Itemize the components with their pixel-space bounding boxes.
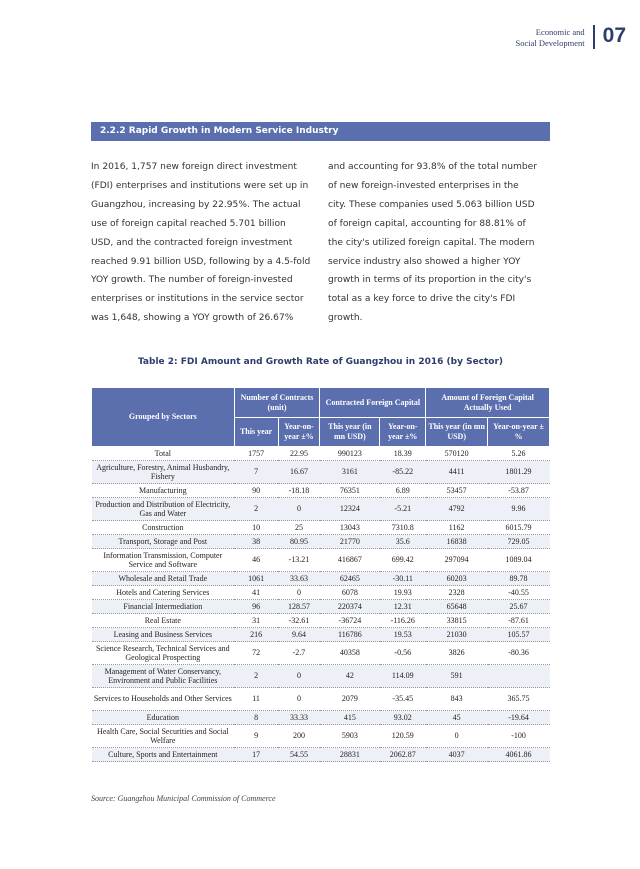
value-cell: 2 bbox=[234, 498, 278, 521]
value-cell: 114.09 bbox=[380, 665, 426, 688]
table-row bbox=[92, 628, 550, 642]
page-number: 07 bbox=[602, 24, 626, 47]
value-cell: -2.7 bbox=[278, 642, 320, 665]
value-cell: 72 bbox=[234, 642, 278, 665]
table-row bbox=[92, 498, 550, 521]
value-cell: -53.87 bbox=[488, 484, 550, 498]
value-cell: 570120 bbox=[426, 447, 488, 461]
value-cell: 33.63 bbox=[278, 572, 320, 586]
value-cell: 21770 bbox=[320, 535, 380, 549]
table-row bbox=[92, 572, 550, 586]
subheader: This year (in mn USD) bbox=[426, 418, 488, 447]
chapter-label-line2: Social Development bbox=[515, 38, 585, 48]
sector-cell: Education bbox=[92, 711, 235, 725]
section-title: 2.2.2 Rapid Growth in Modern Service Industry bbox=[91, 122, 550, 141]
value-cell bbox=[488, 665, 550, 688]
value-cell: 415 bbox=[320, 711, 380, 725]
value-cell: 990123 bbox=[320, 447, 380, 461]
value-cell: 297094 bbox=[426, 549, 488, 572]
value-cell: 2328 bbox=[426, 586, 488, 600]
value-cell: 0 bbox=[278, 586, 320, 600]
subheader: This year (in mn USD) bbox=[320, 418, 380, 447]
header-number-of-contracts: Number of Contracts (unit) bbox=[234, 388, 320, 418]
table-row bbox=[92, 748, 550, 762]
table-row bbox=[92, 600, 550, 614]
value-cell: 93.02 bbox=[380, 711, 426, 725]
value-cell: 5903 bbox=[320, 725, 380, 748]
table-row bbox=[92, 461, 550, 484]
value-cell: 2062.87 bbox=[380, 748, 426, 762]
sector-cell: Health Care, Social Securities and Social Welfare bbox=[92, 725, 235, 748]
value-cell: 591 bbox=[426, 665, 488, 688]
value-cell: 65648 bbox=[426, 600, 488, 614]
body-line: use of foreign capital reached 5.701 billion bbox=[91, 218, 286, 229]
body-line: the city's utilized foreign capital. The modern bbox=[328, 237, 535, 248]
table-row bbox=[92, 665, 550, 688]
value-cell: 1162 bbox=[426, 521, 488, 535]
value-cell: 33815 bbox=[426, 614, 488, 628]
table-row bbox=[92, 688, 550, 711]
value-cell: 200 bbox=[278, 725, 320, 748]
body-text-right bbox=[328, 158, 550, 328]
value-cell: 4792 bbox=[426, 498, 488, 521]
table-row bbox=[92, 725, 550, 748]
body-text-left bbox=[91, 158, 313, 328]
value-cell: 116786 bbox=[320, 628, 380, 642]
body-line: and accounting for 93.8% of the total number bbox=[328, 162, 538, 172]
value-cell: 12324 bbox=[320, 498, 380, 521]
value-cell: 120.59 bbox=[380, 725, 426, 748]
value-cell: 220374 bbox=[320, 600, 380, 614]
value-cell: 42 bbox=[320, 665, 380, 688]
body-line: service industry also showed a higher YOY bbox=[328, 256, 521, 267]
table-row bbox=[92, 711, 550, 725]
value-cell: 21030 bbox=[426, 628, 488, 642]
body-line: was 1,648, showing a YOY growth of 26.67% bbox=[91, 313, 294, 324]
value-cell: 54.55 bbox=[278, 748, 320, 762]
value-cell: 0 bbox=[278, 688, 320, 711]
sector-cell: Leasing and Business Services bbox=[92, 628, 235, 642]
table-row bbox=[92, 642, 550, 665]
subheader: Year-on-year ±% bbox=[488, 418, 550, 447]
value-cell: 53457 bbox=[426, 484, 488, 498]
body-line: (FDI) enterprises and institutions were set up in bbox=[91, 180, 309, 191]
header-divider bbox=[593, 25, 595, 49]
value-cell: -116.26 bbox=[380, 614, 426, 628]
body-line: YOY growth. The number of foreign-invested bbox=[91, 275, 293, 286]
header-contracted-foreign-capital: Contracted Foreign Capital bbox=[320, 388, 426, 418]
sector-cell: Information Transmission, Computer Service and Software bbox=[92, 549, 235, 572]
value-cell: 128.57 bbox=[278, 600, 320, 614]
value-cell: 90 bbox=[234, 484, 278, 498]
value-cell: 16.67 bbox=[278, 461, 320, 484]
value-cell: 11 bbox=[234, 688, 278, 711]
value-cell: -5.21 bbox=[380, 498, 426, 521]
value-cell: 1757 bbox=[234, 447, 278, 461]
subheader: This year bbox=[234, 418, 278, 447]
value-cell: 46 bbox=[234, 549, 278, 572]
sector-cell: Production and Distribution of Electricity, Gas and Water bbox=[92, 498, 235, 521]
value-cell: -32.61 bbox=[278, 614, 320, 628]
value-cell: -30.11 bbox=[380, 572, 426, 586]
body-line: USD, and the contracted foreign investment bbox=[91, 237, 293, 248]
value-cell: 45 bbox=[426, 711, 488, 725]
chapter-label-line1: Economic and bbox=[535, 27, 585, 37]
value-cell: -19.64 bbox=[488, 711, 550, 725]
value-cell: 1089.04 bbox=[488, 549, 550, 572]
value-cell: 843 bbox=[426, 688, 488, 711]
value-cell: 60203 bbox=[426, 572, 488, 586]
value-cell: 416867 bbox=[320, 549, 380, 572]
value-cell: -40.55 bbox=[488, 586, 550, 600]
body-line: total as a key force to drive the city's FDI bbox=[328, 294, 516, 305]
value-cell: 729.05 bbox=[488, 535, 550, 549]
value-cell: 38 bbox=[234, 535, 278, 549]
subheader: Year-on-year ±% bbox=[380, 418, 426, 447]
table-row bbox=[92, 484, 550, 498]
header-grouped-by-sectors: Grouped by Sectors bbox=[92, 388, 235, 447]
value-cell: -85.22 bbox=[380, 461, 426, 484]
value-cell: 5.26 bbox=[488, 447, 550, 461]
value-cell: 76351 bbox=[320, 484, 380, 498]
value-cell: 0 bbox=[278, 665, 320, 688]
value-cell: -35.45 bbox=[380, 688, 426, 711]
value-cell: 19.93 bbox=[380, 586, 426, 600]
table-row bbox=[92, 614, 550, 628]
value-cell: 1801.29 bbox=[488, 461, 550, 484]
table-title: Table 2: FDI Amount and Growth Rate of Guangzhou in 2016 (by Sector) bbox=[137, 357, 504, 367]
value-cell: 699.42 bbox=[380, 549, 426, 572]
value-cell: 9 bbox=[234, 725, 278, 748]
value-cell: 0 bbox=[426, 725, 488, 748]
chapter-label bbox=[515, 27, 584, 49]
body-line: of new foreign-invested enterprises in the bbox=[328, 180, 519, 191]
body-line: enterprises or institutions in the service sector bbox=[91, 294, 304, 305]
value-cell: 25 bbox=[278, 521, 320, 535]
sector-cell: Transport, Storage and Post bbox=[92, 535, 235, 549]
value-cell: 28831 bbox=[320, 748, 380, 762]
fdi-table bbox=[91, 387, 550, 762]
value-cell: 1061 bbox=[234, 572, 278, 586]
value-cell: 80.95 bbox=[278, 535, 320, 549]
body-line: growth. bbox=[328, 313, 363, 324]
table-row bbox=[92, 447, 550, 461]
body-line: city. These companies used 5.063 billion USD bbox=[328, 199, 535, 210]
value-cell: 62465 bbox=[320, 572, 380, 586]
value-cell: 13043 bbox=[320, 521, 380, 535]
value-cell: 18.39 bbox=[380, 447, 426, 461]
value-cell: 25.67 bbox=[488, 600, 550, 614]
value-cell: 33.33 bbox=[278, 711, 320, 725]
table-body bbox=[92, 447, 550, 762]
value-cell: 216 bbox=[234, 628, 278, 642]
value-cell: 12.31 bbox=[380, 600, 426, 614]
value-cell: -13.21 bbox=[278, 549, 320, 572]
value-cell: 10 bbox=[234, 521, 278, 535]
sector-cell: Science Research, Technical Services and Geological Prospecting bbox=[92, 642, 235, 665]
value-cell: 8 bbox=[234, 711, 278, 725]
value-cell: 96 bbox=[234, 600, 278, 614]
value-cell: -18.18 bbox=[278, 484, 320, 498]
value-cell: -87.61 bbox=[488, 614, 550, 628]
sector-cell: Agriculture, Forestry, Animal Husbandry, Fishery bbox=[92, 461, 235, 484]
value-cell: 2 bbox=[234, 665, 278, 688]
sector-cell: Real Estate bbox=[92, 614, 235, 628]
value-cell: 19.53 bbox=[380, 628, 426, 642]
table-row bbox=[92, 521, 550, 535]
value-cell: 6078 bbox=[320, 586, 380, 600]
value-cell: 89.78 bbox=[488, 572, 550, 586]
value-cell: 2079 bbox=[320, 688, 380, 711]
sector-cell: Culture, Sports and Entertainment bbox=[92, 748, 235, 762]
value-cell: -0.56 bbox=[380, 642, 426, 665]
sector-cell: Wholesale and Retail Trade bbox=[92, 572, 235, 586]
body-line: growth in terms of its proportion in the city's bbox=[328, 275, 532, 286]
value-cell: 9.64 bbox=[278, 628, 320, 642]
value-cell: 7310.8 bbox=[380, 521, 426, 535]
header-foreign-capital-used: Amount of Foreign Capital Actually Used bbox=[426, 388, 550, 418]
value-cell: 41 bbox=[234, 586, 278, 600]
value-cell: 4037 bbox=[426, 748, 488, 762]
value-cell: 105.57 bbox=[488, 628, 550, 642]
value-cell: 31 bbox=[234, 614, 278, 628]
value-cell: 17 bbox=[234, 748, 278, 762]
body-line: Guangzhou, increasing by 22.95%. The actual bbox=[91, 199, 301, 210]
value-cell: 365.75 bbox=[488, 688, 550, 711]
value-cell: 40358 bbox=[320, 642, 380, 665]
value-cell: 35.6 bbox=[380, 535, 426, 549]
value-cell: -100 bbox=[488, 725, 550, 748]
source-note: Source: Guangzhou Municipal Commission of Commerce bbox=[91, 794, 276, 803]
value-cell: 0 bbox=[278, 498, 320, 521]
sector-cell: Construction bbox=[92, 521, 235, 535]
value-cell: 6015.79 bbox=[488, 521, 550, 535]
sector-cell: Hotels and Catering Services bbox=[92, 586, 235, 600]
body-line: of foreign capital, accounting for 88.81% of bbox=[328, 218, 526, 229]
sector-cell: Total bbox=[92, 447, 235, 461]
value-cell: 9.96 bbox=[488, 498, 550, 521]
value-cell: 7 bbox=[234, 461, 278, 484]
sector-cell: Services to Households and Other Services bbox=[92, 688, 235, 711]
value-cell: 3161 bbox=[320, 461, 380, 484]
value-cell: 16838 bbox=[426, 535, 488, 549]
body-line: In 2016, 1,757 new foreign direct investment bbox=[91, 162, 297, 172]
value-cell: 22.95 bbox=[278, 447, 320, 461]
sector-cell: Manufacturing bbox=[92, 484, 235, 498]
sector-cell: Management of Water Conservancy, Environment and Public Facilities bbox=[92, 665, 235, 688]
table-row bbox=[92, 549, 550, 572]
table-row bbox=[92, 586, 550, 600]
value-cell: -80.36 bbox=[488, 642, 550, 665]
page-header bbox=[515, 22, 626, 50]
value-cell: 4411 bbox=[426, 461, 488, 484]
sector-cell: Financial Intermediation bbox=[92, 600, 235, 614]
subheader: Year-on-year ±% bbox=[278, 418, 320, 447]
value-cell: 3826 bbox=[426, 642, 488, 665]
value-cell: 4061.86 bbox=[488, 748, 550, 762]
value-cell: -36724 bbox=[320, 614, 380, 628]
value-cell: 6.89 bbox=[380, 484, 426, 498]
body-line: reached 9.91 billion USD, following by a 4.5-fold bbox=[91, 256, 311, 267]
table-row bbox=[92, 535, 550, 549]
